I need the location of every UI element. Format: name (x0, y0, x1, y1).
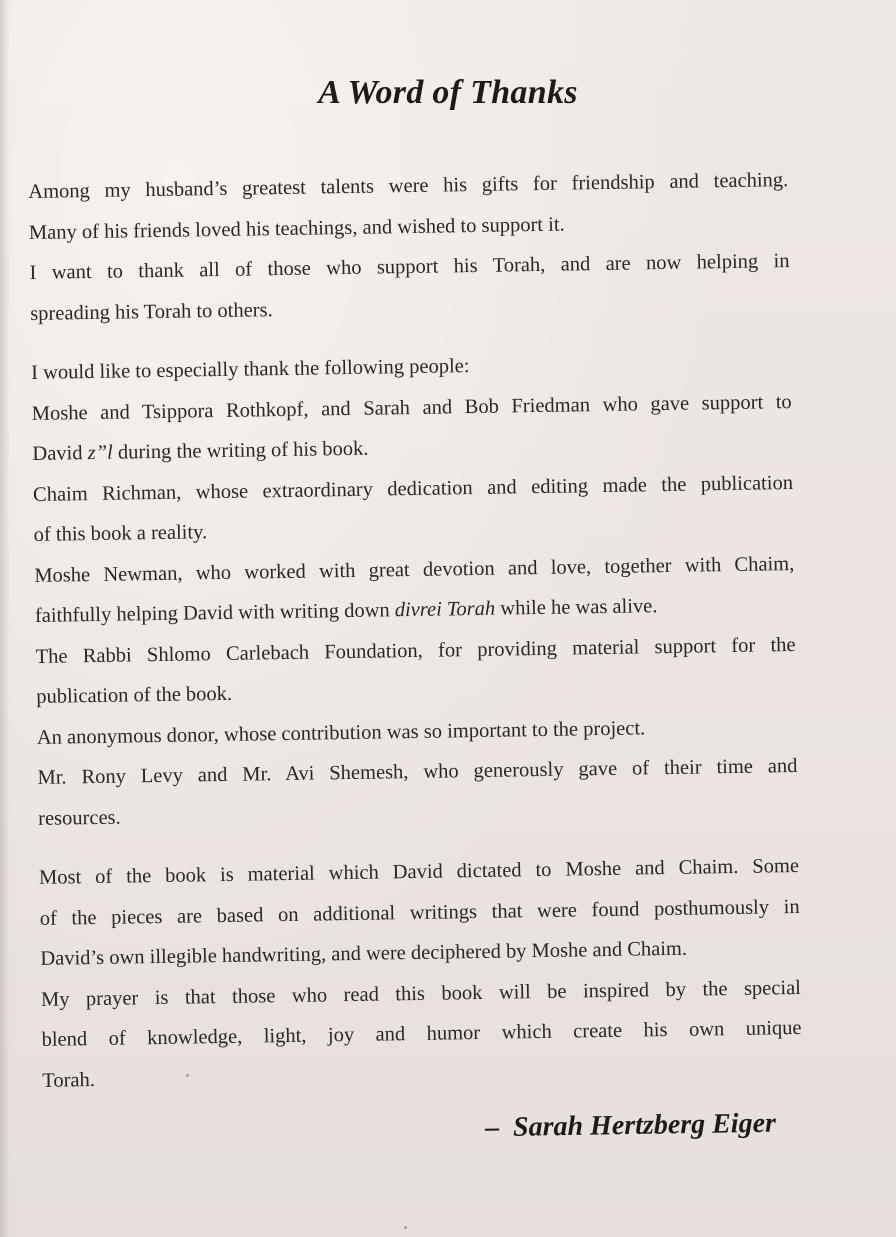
page-title: A Word of Thanks (318, 74, 578, 111)
text-line: Many of his friends loved his teachings, and wished to support it. (28, 213, 565, 244)
paper-speck (404, 1226, 407, 1229)
text-line: Moshe and Tsippora Rothkopf, and Sarah and Bob Friedman who gave support to (31, 390, 792, 425)
text-line: My prayer is that those who read this book will be inspired by the special (40, 976, 802, 1011)
text-line: faithfully helping David with writing down divrei Torah while he was alive. (34, 595, 658, 627)
body-text (28, 160, 802, 1101)
text-line: publication of the book. (36, 682, 233, 708)
text-line: Moshe Newman, who worked with great devotion and love, together with Chaim, (34, 552, 795, 587)
text-line: of this book a reality. (33, 521, 208, 546)
text-line: The Rabbi Shlomo Carlebach Foundation, for providing material support for the (35, 633, 796, 668)
text-line: I want to thank all of those who support his Torah, and are now helping in (29, 250, 790, 284)
text-line: Most of the book is material which David dictated to Moshe and Chaim. Some (38, 854, 800, 889)
text-line: Chaim Richman, whose extraordinary dedication and editing made the publication (32, 471, 794, 506)
text-line: of the pieces are based on additional writings that were found posthumously in (39, 895, 800, 930)
signature (485, 1108, 776, 1145)
paper-speck (186, 1074, 189, 1077)
text-line: spreading his Torah to others. (30, 298, 273, 325)
page-edge-shadow (0, 0, 10, 1237)
italic-term: divrei Torah (394, 597, 496, 622)
text-line: I would like to especially thank the following people: (30, 355, 470, 384)
signature-name: Sarah Hertzberg Eiger (512, 1107, 777, 1143)
text-line: resources. (37, 806, 121, 830)
text-line: An anonymous donor, whose contribution was so important to the project. (36, 716, 646, 749)
text-line: Mr. Rony Levy and Mr. Avi Shemesh, who generously gave of their time and (37, 754, 798, 789)
text-line: Torah. (42, 1068, 96, 1092)
signature-dash: – (484, 1112, 500, 1144)
text-line: David’s own illegible handwriting, and were deciphered by Moshe and Chaim. (40, 937, 688, 970)
italic-term: z”l (87, 441, 113, 465)
text-line: blend of knowledge, light, joy and humor which create his own unique (41, 1016, 802, 1051)
text-line: Among my husband’s greatest talents were his gifts for friendship and teaching. (28, 169, 789, 203)
text-line: David z”l during the writing of his book. (32, 437, 369, 465)
